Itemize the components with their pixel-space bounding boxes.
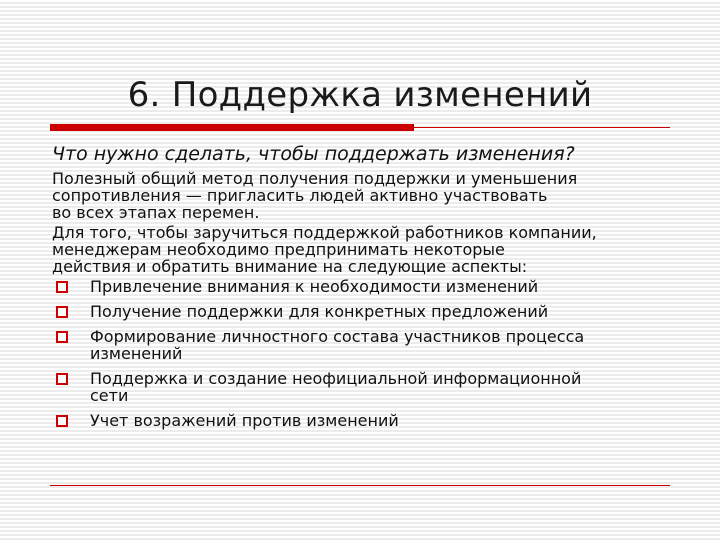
hollow-square-bullet-icon — [56, 373, 68, 385]
hollow-square-bullet-icon — [56, 331, 68, 343]
list-item-text: изменений — [90, 344, 183, 363]
hollow-square-bullet-icon — [56, 415, 68, 427]
list-item — [52, 328, 672, 362]
slide-body — [52, 170, 672, 437]
paragraph-line: сопротивления — пригласить людей активно участвовать — [52, 186, 548, 205]
slide-title: 6. Поддержка изменений — [127, 75, 593, 115]
paragraph-intro — [52, 224, 672, 275]
list-item-text: Получение поддержки для конкретных предложений — [90, 302, 549, 321]
list-item-text: Формирование личностного состава участников процесса — [90, 327, 585, 346]
bottom-divider-line — [50, 485, 670, 486]
paragraph-line: действия и обратить внимание на следующие аспекты: — [52, 257, 528, 276]
list-item — [52, 278, 672, 295]
list-item — [52, 303, 672, 320]
list-item-text: Привлечение внимания к необходимости изменений — [90, 277, 539, 296]
list-item-text: Поддержка и создание неофициальной информационной — [90, 369, 582, 388]
hollow-square-bullet-icon — [56, 281, 68, 293]
bullet-list — [52, 278, 672, 429]
paragraph-line: во всех этапах перемен. — [52, 203, 260, 222]
hollow-square-bullet-icon — [56, 306, 68, 318]
list-item-text: сети — [90, 386, 129, 405]
paragraph-line: Для того, чтобы заручиться поддержкой работников компании, — [52, 223, 597, 242]
title-divider-line — [414, 127, 670, 128]
list-item — [52, 412, 672, 429]
list-item — [52, 370, 672, 404]
slide-subtitle: Что нужно сделать, чтобы поддержать изменения? — [52, 143, 575, 165]
title-accent-bar — [50, 124, 414, 131]
list-item-text: Учет возражений против изменений — [90, 411, 399, 430]
paragraph-line: Полезный общий метод получения поддержки и уменьшения — [52, 169, 578, 188]
paragraph-method — [52, 170, 672, 221]
paragraph-line: менеджерам необходимо предпринимать некоторые — [52, 240, 505, 259]
